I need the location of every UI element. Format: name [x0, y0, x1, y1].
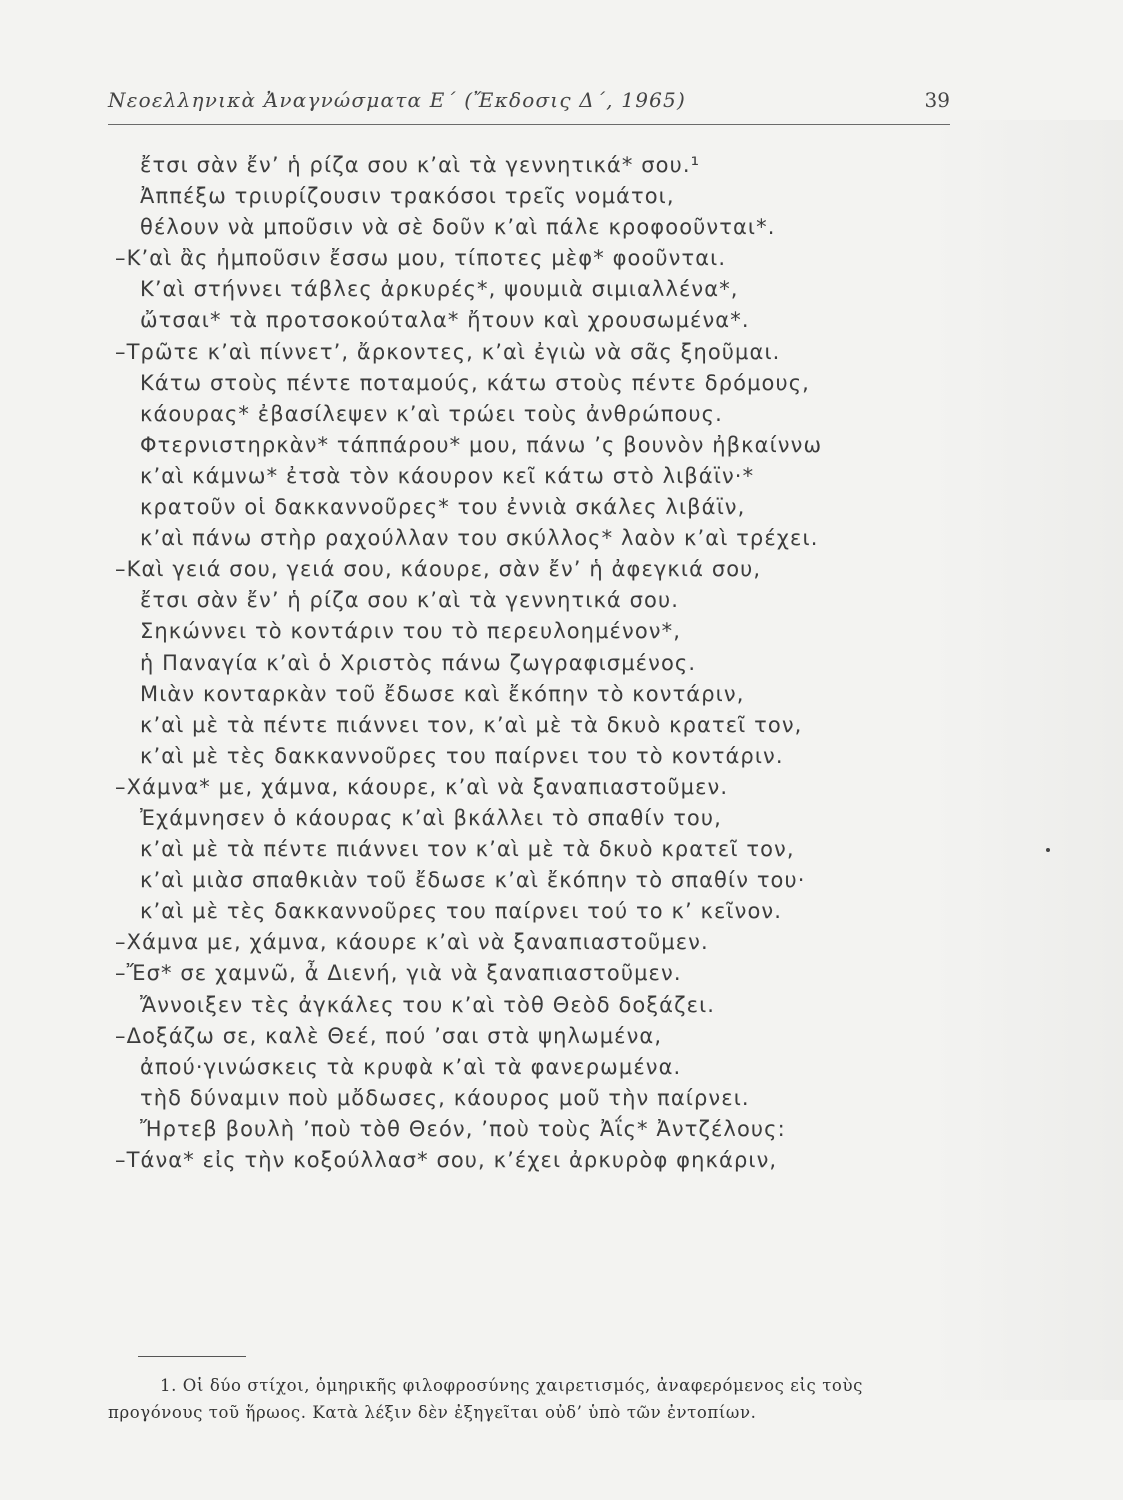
footnote-line: 1. Οἱ δύο στίχοι, ὁμηρικῆς φιλοφροσύνης χαιρετισμός, ἀναφερόμενος εἰς τοὺς	[160, 1376, 863, 1395]
poem-line-text: –Τρῶτε κ’αὶ πίννετ’, ἄρκοντες, κ’αὶ ἐγιὼ νὰ σᾶς ξηοῦμαι.	[115, 339, 781, 364]
poem-line	[115, 554, 935, 585]
poem-line-text: ἡ Παναγία κ’αὶ ὁ Χριστὸς πάνω ζωγραφισμένος.	[140, 650, 697, 675]
poem-line-text: –Καὶ γειά σου, γειά σου, κάουρε, σὰν ἔν’ ἡ ἀφεγκιά σου,	[115, 557, 762, 582]
poem-line-text: κ’αὶ μὲ τὲς δακκαννοῦρες του παίρνει του τὸ κοντάριν.	[140, 743, 784, 768]
poem-line-text: ὤτσαι* τὰ προτσοκούταλα* ἤτουν καὶ χρουσωμένα*.	[140, 308, 750, 333]
poem-line-text: τὴδ δύναμιν ποὺ μὄδωσες, κάουρος μοῦ τὴν παίρνει.	[140, 1085, 750, 1110]
poem-line-text: κ’αὶ μιὰσ σπαθκιὰν τοῦ ἔδωσε κ’αὶ ἔκόπην τὸ σπαθίν του·	[140, 868, 806, 893]
poem-line-text: –Κ’αὶ ἂς ἠμποῦσιν ἔσσω μου, τίποτες μὲφ* φοοῦνται.	[115, 246, 727, 271]
poem-line	[115, 648, 935, 679]
poem-line	[115, 927, 935, 958]
poem-line-text: κ’αὶ πάνω στὴρ ραχούλλαν του σκύλλος* λαὸν κ’αὶ τρέχει.	[140, 526, 819, 551]
poem-line-text: θέλουν νὰ μποῦσιν νὰ σὲ δοῦν κ’αὶ πάλε κροφοοῦνται*.	[140, 215, 776, 240]
poem-line	[115, 990, 935, 1021]
poem-line	[115, 616, 935, 647]
poem-line-text: ἀπού·γινώσκεις τὰ κρυφὰ κ’αὶ τὰ φανερωμένα.	[140, 1054, 682, 1079]
poem-line-text: –Τάνα* εἰς τὴν κοξούλλασ* σου, κ’έχει ἀρκυρὸφ φηκάριν,	[115, 1148, 778, 1172]
poem-line	[115, 896, 935, 927]
bleed-through-shadow	[933, 120, 1123, 1400]
poem-line	[115, 399, 935, 430]
poem-line	[115, 958, 935, 989]
poem-line	[115, 772, 935, 803]
poem-line	[115, 585, 935, 616]
poem-line	[115, 1021, 935, 1052]
poem-line-text: –Δοξάζω σε, καλὲ Θεέ, πού ’σαι στὰ ψηλωμένα,	[115, 1023, 663, 1048]
poem-line-text: Κ’αὶ στήννει τάβλες ἀρκυρές*, ψουμιὰ σιμιαλλένα*,	[140, 277, 739, 302]
poem-line	[115, 741, 935, 772]
poem-line	[115, 274, 935, 305]
poem-line	[115, 337, 935, 368]
poem-line	[115, 492, 935, 523]
poem-line-text: κ’αὶ μὲ τὰ πέντε πιάννει τον, κ’αὶ μὲ τὰ δκυὸ κρατεῖ τον,	[140, 712, 803, 737]
poem-line-text: κ’αὶ κάμνω* ἐτσὰ τὸν κάουρον κεῖ κάτω στὸ λιβάϊν·*	[140, 463, 755, 488]
poem-line-text: κρατοῦν οἱ δακκαννοῦρες* του ἐννιὰ σκάλες λιβάϊν,	[140, 495, 746, 520]
poem-line	[115, 305, 935, 336]
ink-speck	[1046, 848, 1050, 852]
header-rule	[108, 124, 950, 125]
running-header	[108, 88, 950, 124]
poem-line	[115, 679, 935, 710]
poem-line-text: κάουρας* ἐβασίλεψεν κ’αὶ τρώει τοὺς ἀνθρώπους.	[140, 401, 723, 426]
poem-line-text: Ἐχάμνησεν ὁ κάουρας κ’αὶ βκάλλει τὸ σπαθίν του,	[140, 805, 722, 830]
poem-line-text: ἔτσι σὰν ἔν’ ἡ ρίζα σου κ’αὶ τὰ γεννητικά* σου.¹	[140, 153, 701, 177]
poem-line	[115, 181, 935, 212]
poem-line	[115, 865, 935, 896]
poem-line	[115, 150, 935, 181]
poem-line	[115, 1083, 935, 1114]
poem-line-text: –Χάμνα* με, χάμνα, κάουρε, κ’αὶ νὰ ξαναπιαστοῦμεν.	[115, 774, 729, 799]
poem-body	[115, 150, 935, 1176]
header-title: Νεοελληνικὰ Ἀναγνώσματα Ε΄ (Ἔκδοσις Δ΄, 1965)	[108, 88, 686, 112]
poem-line-text: Ἄννοιξεν τὲς ἀγκάλες του κ’αὶ τὸθ Θεὸδ δοξάζει.	[140, 992, 716, 1017]
poem-line	[115, 430, 935, 461]
poem-line-text: κ’αὶ μὲ τὰ πέντε πιάννει τον κ’αὶ μὲ τὰ δκυὸ κρατεῖ τον,	[140, 837, 795, 862]
poem-line-text: Μιὰν κονταρκὰν τοῦ ἔδωσε καὶ ἔκόπην τὸ κοντάριν,	[140, 681, 745, 706]
footnote-line: προγόνους τοῦ ἥρωος. Κατὰ λέξιν δὲν ἐξηγεῖται οὐδ’ ὑπὸ τῶν ἐντοπίων.	[108, 1403, 757, 1422]
poem-line	[115, 212, 935, 243]
poem-line	[115, 1145, 935, 1176]
poem-line-text: Ἤρτεβ βουλὴ ’ποὺ τὸθ Θεόν, ’ποὺ τοὺς Ἀΐς* Ἀντζέλους:	[140, 1116, 786, 1141]
page-number: 39	[924, 88, 950, 112]
poem-line-text: –Ἔσ* σε χαμνῶ, ἆ Διενή, γιὰ νὰ ξαναπιαστοῦμεν.	[115, 961, 682, 986]
poem-line-text: Σηκώννει τὸ κοντάριν του τὸ περευλοημένον*,	[140, 619, 681, 644]
poem-line-text: ἔτσι σὰν ἔν’ ἡ ρίζα σου κ’αὶ τὰ γεννητικά σου.	[140, 588, 680, 613]
poem-line	[115, 243, 935, 274]
poem-line	[115, 368, 935, 399]
poem-line	[115, 461, 935, 492]
poem-line	[115, 803, 935, 834]
poem-line-text: κ’αὶ μὲ τὲς δακκαννοῦρες του παίρνει τού το κ’ κεῖνον.	[140, 899, 783, 924]
poem-line-text: Φτερνιστηρκὰν* τάππάρου* μου, πάνω ’ς βουνὸν ἠβκαίννω	[140, 432, 823, 457]
poem-line	[115, 1114, 935, 1145]
footnote	[108, 1372, 958, 1426]
poem-line	[115, 1052, 935, 1083]
poem-line-text: Ἀππέξω τριυρίζουσιν τρακόσοι τρεῖς νομάτοι,	[140, 184, 675, 209]
poem-line-text: Κάτω στοὺς πέντε ποταμούς, κάτω στοὺς πέντε δρόμους,	[140, 370, 810, 395]
footnote-rule	[138, 1356, 246, 1357]
poem-line	[115, 834, 935, 865]
poem-line-text: –Χάμνα με, χάμνα, κάουρε κ’αὶ νὰ ξαναπιαστοῦμεν.	[115, 930, 709, 955]
poem-line	[115, 523, 935, 554]
poem-line	[115, 710, 935, 741]
